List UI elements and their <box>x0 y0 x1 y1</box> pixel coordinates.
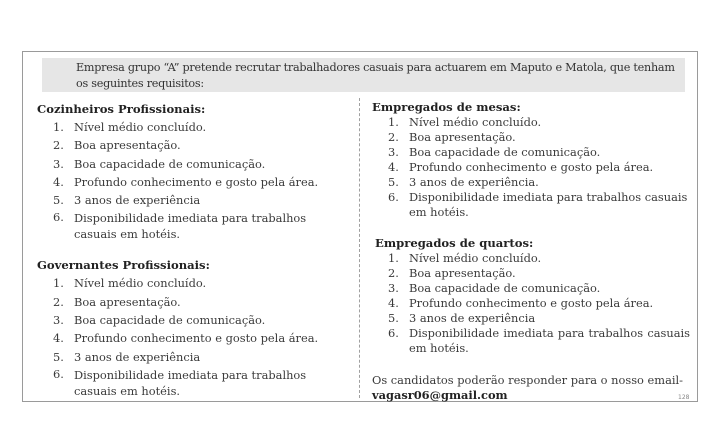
item-number: 6. <box>388 190 399 204</box>
list-cozinheiros <box>37 118 347 242</box>
section-title-mesas: Empregados de mesas: <box>372 100 521 114</box>
item-text: Boa apresentação. <box>74 138 181 153</box>
item-text: Profundo conhecimento e gosto pela área. <box>74 174 319 189</box>
list-item <box>372 145 690 160</box>
list-item <box>372 281 690 296</box>
item-text: 3 anos de experiência <box>74 193 201 208</box>
item-text: Disponibilidade imediata para trabalhos casuais em hotéis. <box>74 211 307 242</box>
item-text: 3 anos de experiência <box>74 349 201 364</box>
item-number: 5. <box>388 175 399 189</box>
list-item <box>37 293 347 311</box>
item-text: Nível médio concluído. <box>409 251 542 265</box>
item-text: Boa apresentação. <box>74 294 181 309</box>
item-number: 2. <box>388 266 399 280</box>
list-item <box>37 155 347 173</box>
list-item <box>372 296 690 311</box>
item-number: 5. <box>53 193 64 208</box>
intro-banner <box>42 58 685 92</box>
intro-text: Empresa grupo “A” pretende recrutar trabalhadores casuais para actuarem em Maputo e Matola, que tenham os seguintes requisitos: <box>76 61 675 90</box>
list-governantes <box>37 274 347 398</box>
list-item <box>37 209 347 242</box>
item-number: 2. <box>388 130 399 144</box>
page-number: 128 <box>678 394 690 401</box>
item-number: 3. <box>388 281 399 295</box>
list-mesas <box>372 115 690 219</box>
item-number: 6. <box>388 326 399 340</box>
contact-info <box>372 373 690 402</box>
item-text: Disponibilidade imediata para trabalhos casuais em hotéis. <box>74 367 307 398</box>
list-item <box>37 136 347 154</box>
item-number: 4. <box>388 296 399 310</box>
item-text: Profundo conhecimento e gosto pela área. <box>409 296 654 310</box>
list-item <box>37 191 347 209</box>
item-number: 5. <box>53 349 64 364</box>
list-item <box>37 173 347 191</box>
left-column <box>37 100 347 399</box>
item-number: 1. <box>388 115 399 129</box>
list-item <box>372 160 690 175</box>
section-title-quartos: Empregados de quartos: <box>375 236 534 250</box>
item-number: 3. <box>53 156 64 171</box>
item-number: 5. <box>388 311 399 325</box>
list-item <box>372 130 690 145</box>
item-number: 1. <box>53 276 64 291</box>
section-title-governantes: Governantes Profissionais: <box>37 258 210 273</box>
item-number: 4. <box>53 331 64 346</box>
list-item <box>372 251 690 266</box>
item-number: 4. <box>53 174 64 189</box>
list-item <box>37 274 347 292</box>
item-text: Boa capacidade de comunicação. <box>74 313 266 328</box>
item-text: Nível médio concluído. <box>74 120 207 134</box>
list-item <box>37 348 347 366</box>
section-title-cozinheiros: Cozinheiros Profissionais: <box>37 102 206 116</box>
item-number: 1. <box>53 120 64 134</box>
column-divider <box>359 98 360 398</box>
list-item <box>372 115 690 130</box>
list-item <box>372 190 690 219</box>
item-number: 2. <box>53 138 64 153</box>
item-text: Disponibilidade imediata para trabalhos casuais em hotéis. <box>409 326 690 355</box>
item-number: 6. <box>53 210 64 225</box>
item-text: 3 anos de experiência <box>409 311 536 325</box>
item-number: 6. <box>53 366 64 381</box>
list-item <box>37 118 347 136</box>
right-column <box>372 100 690 402</box>
list-item <box>372 311 690 326</box>
item-text: Boa capacidade de comunicação. <box>74 156 266 171</box>
contact-email[interactable]: vagasr06@gmail.com <box>372 387 508 402</box>
item-number: 3. <box>388 145 399 159</box>
item-number: 1. <box>388 251 399 265</box>
item-number: 4. <box>388 160 399 174</box>
item-text: Profundo conhecimento e gosto pela área. <box>409 160 654 174</box>
list-item <box>37 366 347 399</box>
list-item <box>37 329 347 347</box>
item-text: Boa apresentação. <box>409 130 516 144</box>
item-text: Nível médio concluído. <box>74 276 207 291</box>
item-text: Disponibilidade imediata para trabalhos casuais em hotéis. <box>409 190 688 219</box>
item-text: Nível médio concluído. <box>409 115 542 129</box>
list-item <box>372 266 690 281</box>
item-text: Profundo conhecimento e gosto pela área. <box>74 331 319 346</box>
item-text: Boa apresentação. <box>409 266 516 280</box>
item-number: 2. <box>53 294 64 309</box>
list-quartos <box>372 251 690 355</box>
list-item <box>372 175 690 190</box>
item-text: Boa capacidade de comunicação. <box>409 145 601 159</box>
list-item <box>37 311 347 329</box>
item-number: 3. <box>53 313 64 328</box>
item-text: Boa capacidade de comunicação. <box>409 281 601 295</box>
contact-text: Os candidatos poderão responder para o nosso email- <box>372 373 683 387</box>
list-item <box>372 326 690 355</box>
item-text: 3 anos de experiência. <box>409 175 539 189</box>
